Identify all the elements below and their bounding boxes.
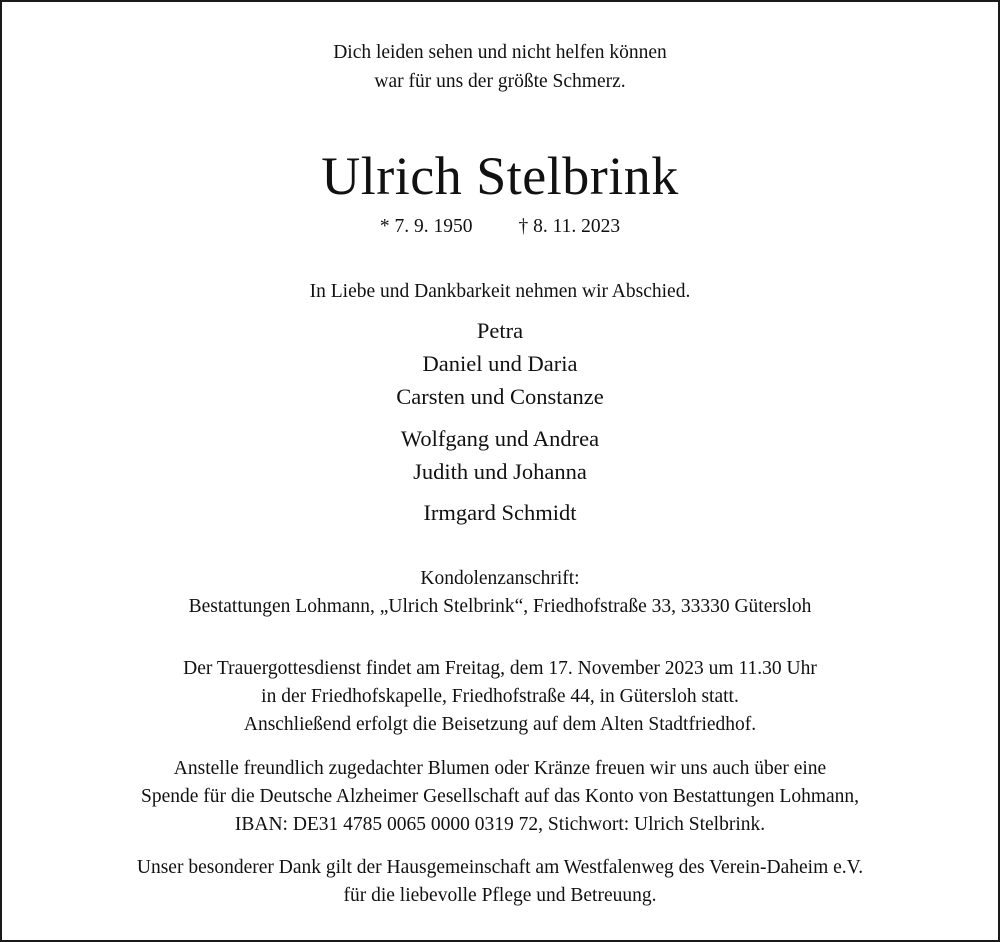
mourner-name: Carsten und Constanze [396,384,604,409]
verse-line: Dich leiden sehen und nicht helfen können [333,42,667,63]
mourner-name: Wolfgang und Andrea [400,426,600,451]
verse-line: war für uns der größte Schmerz. [374,71,626,92]
death-date: † 8. 11. 2023 [518,216,621,237]
condolence-heading: Kondolenzanschrift: [420,568,580,589]
service-line: Der Trauergottesdienst findet am Freitag, dem 17. November 2023 um 11.30 Uhr [183,658,817,679]
deceased-name: Ulrich Stelbrink [321,146,679,206]
thanks-line: Unser besonderer Dank gilt der Hausgemeinschaft am Westfalenweg des Verein-Daheim e.V. [136,857,864,878]
service-line: Anschließend erfolgt die Beisetzung auf dem Alten Stadtfriedhof. [243,714,757,735]
mourner-name: Irmgard Schmidt [423,500,577,525]
mourner-name: Daniel und Daria [422,351,578,376]
birth-date: * 7. 9. 1950 [379,216,473,237]
service-line: in der Friedhofskapelle, Friedhofstraße 44, in Gütersloh statt. [261,686,739,707]
thanks-line: für die liebevolle Pflege und Betreuung. [343,885,657,906]
mourner-name: Judith und Johanna [413,459,587,484]
donation-line: Anstelle freundlich zugedachter Blumen oder Kränze freuen wir uns auch über eine [173,758,827,779]
donation-line: Spende für die Deutsche Alzheimer Gesellschaft auf das Konto von Bestattungen Lohmann, [140,786,860,807]
mourner-name: Petra [476,318,524,343]
farewell-line: In Liebe und Dankbarkeit nehmen wir Abschied. [309,281,691,302]
donation-line: IBAN: DE31 4785 0065 0000 0319 72, Stichwort: Ulrich Stelbrink. [234,814,766,835]
life-dates [2,216,998,238]
condolence-address: Bestattungen Lohmann, „Ulrich Stelbrink“, Friedhofstraße 33, 33330 Gütersloh [188,596,812,617]
